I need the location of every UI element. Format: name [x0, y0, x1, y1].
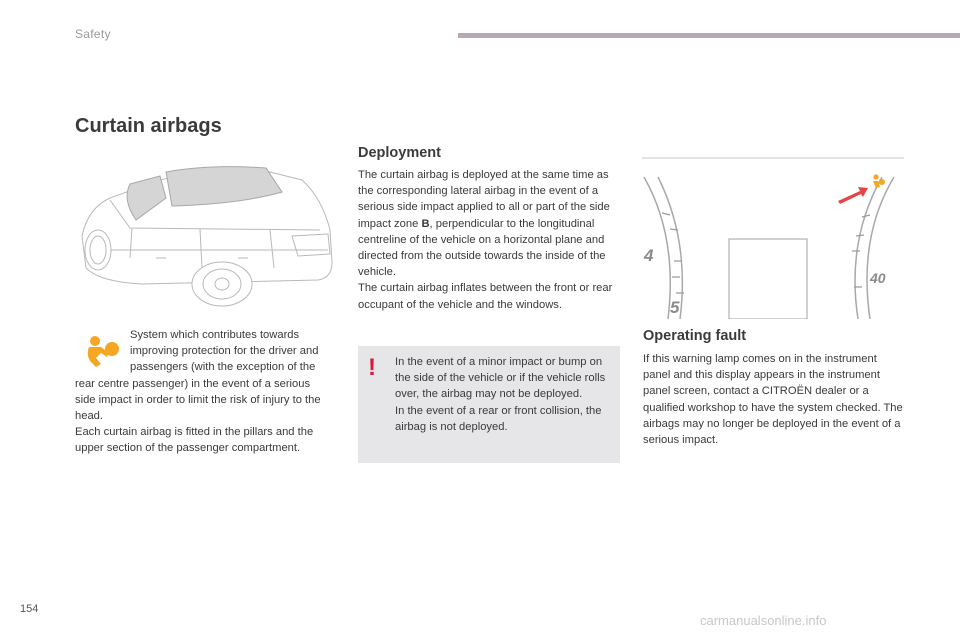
exclamation-icon: ! — [368, 354, 376, 381]
intro-text — [75, 327, 325, 457]
intro-paragraph-2: Each curtain airbag is fitted in the pillars and the upper section of the passenger compartment. — [75, 426, 314, 455]
deployment-text-part2: , perpendicular to the longitudinal centreline of the vehicle on a horizontal plane and directed from the outside towards the inside of the vehicle. — [358, 217, 606, 279]
intro-paragraph: System which contributes towards improving protection for the driver and passengers (with the exception of the rear centre passenger) in the event of a serious side impact in order to limit the risk of injury to the head. — [75, 329, 321, 423]
icon-spacer — [75, 327, 130, 375]
car-airbag-illustration — [70, 158, 340, 316]
page-title: Curtain airbags — [75, 115, 222, 137]
watermark: carmanualsonline.info — [700, 613, 827, 628]
warning-text — [395, 354, 613, 435]
deployment-text-part1: The curtain airbag is deployed at the same time as the corresponding lateral airbag in the event of a serious side impact applied to all or part of the side impact zone — [358, 169, 610, 230]
deployment-text-part3: The curtain airbag inflates between the front or rear occupant of the vehicle and the windows. — [358, 282, 613, 311]
pointer-arrow-icon — [838, 187, 868, 204]
warning-line-1: In the event of a minor impact or bump on the side of the vehicle or if the vehicle rolls over, the airbag may not be deployed. — [395, 356, 606, 401]
warning-box — [358, 346, 620, 463]
deployment-title: Deployment — [358, 145, 441, 161]
tach-label-5: 5 — [670, 298, 680, 317]
operating-fault-text: If this warning lamp comes on in the instrument panel and this display appears in the instrument panel screen, contact a CITROËN dealer or a qualified workshop to have the system checked. The airbags may no longer be deployed in the event of a serious impact. — [643, 353, 903, 447]
tach-label-4: 4 — [644, 246, 654, 265]
header-bar — [458, 33, 960, 38]
operating-fault-title: Operating fault — [643, 328, 747, 344]
instrument-cluster-illustration — [642, 157, 904, 319]
page-number: 154 — [20, 603, 39, 615]
speed-label-40: 40 — [870, 270, 886, 286]
section-header: Safety — [75, 27, 111, 41]
impact-zone-label: B — [421, 217, 430, 230]
deployment-text — [358, 167, 620, 313]
warning-line-2: In the event of a rear or front collision, the airbag is not deployed. — [395, 404, 602, 433]
